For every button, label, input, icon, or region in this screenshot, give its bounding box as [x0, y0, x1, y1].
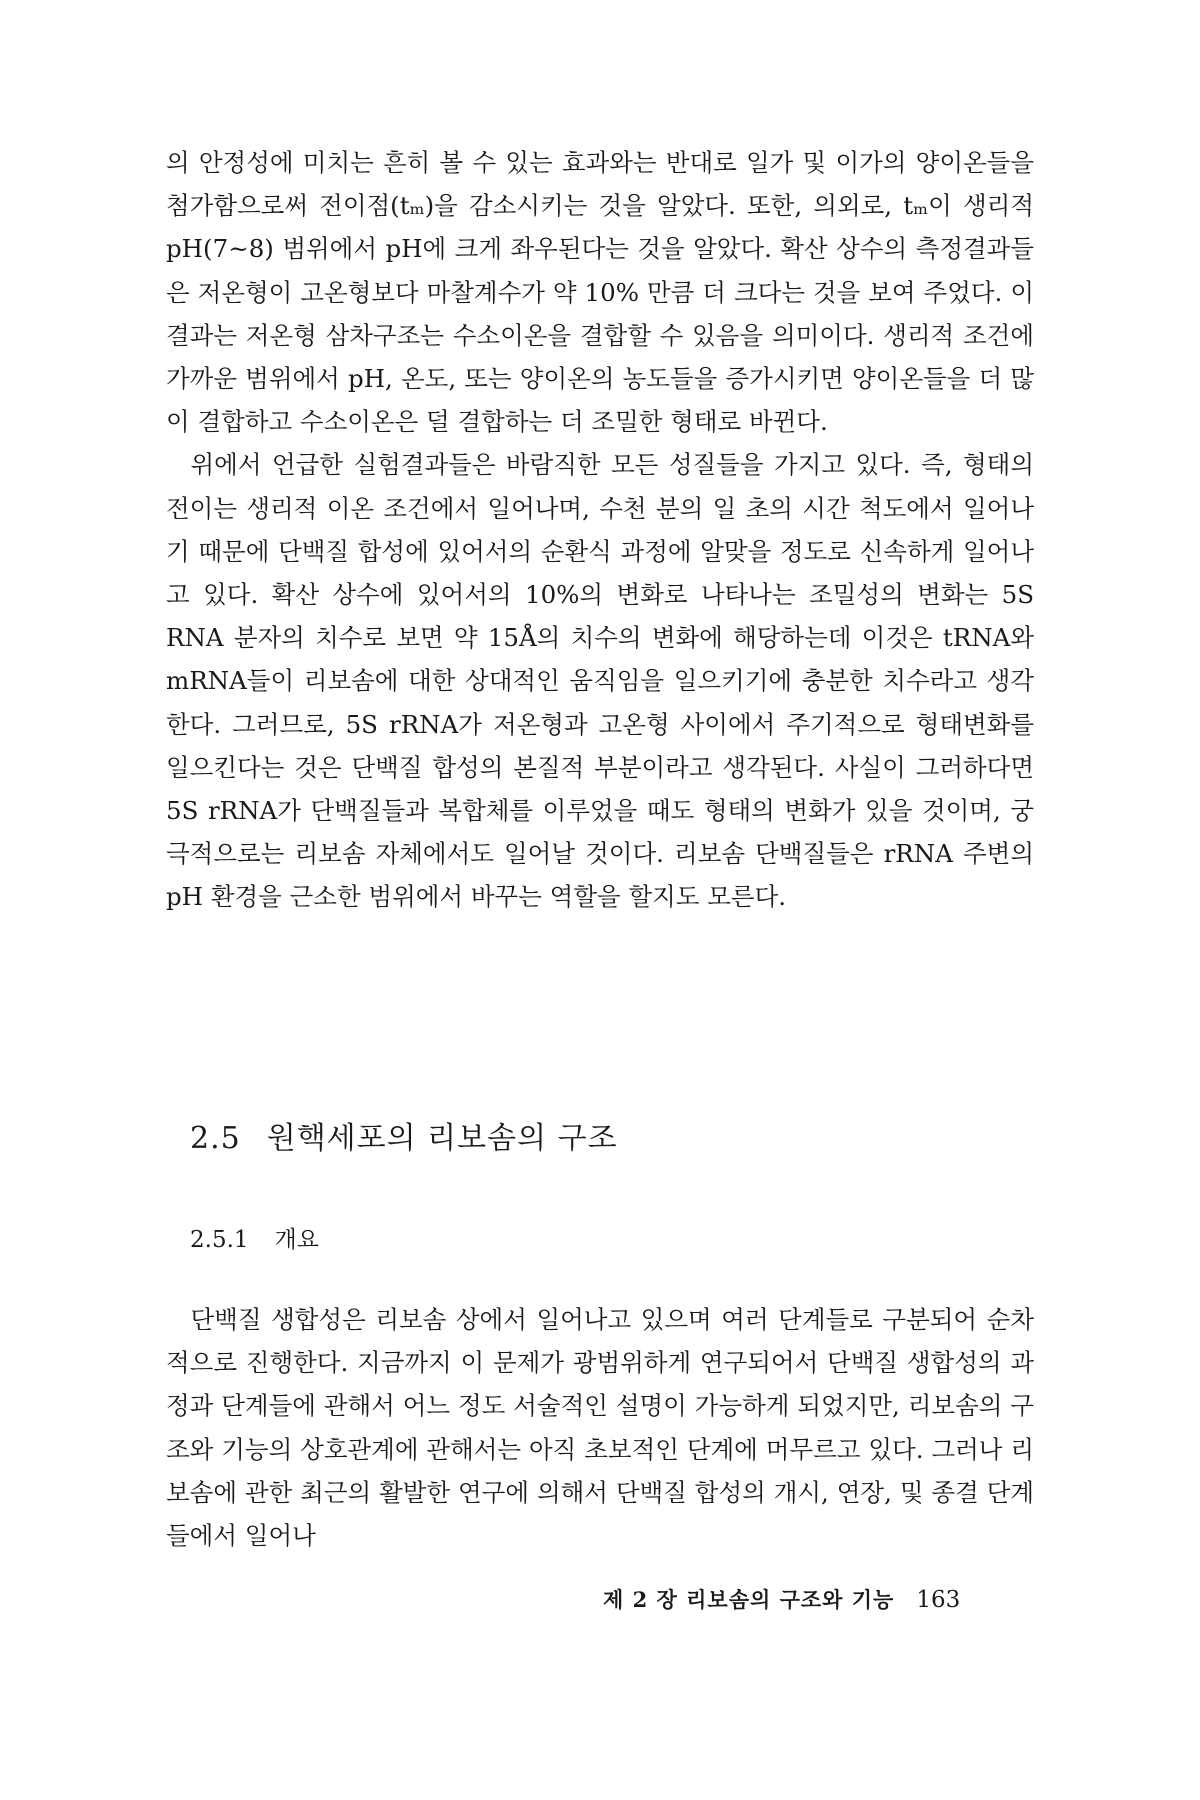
section-heading [190, 1113, 618, 1157]
body-text-top [166, 141, 1034, 919]
section-number: 2.5 [190, 1121, 241, 1156]
running-footer-chapter: 제 2 장 리보솜의 구조와 기능 [603, 1587, 895, 1612]
paragraph: 의 안정성에 미치는 흔히 볼 수 있는 효과와는 반대로 일가 및 이가의 양이온들을 첨가함으로써 전이점(tₘ)을 감소시키는 것을 알았다. 또한, 의외로, tₘ이 생리적 pH(7~8) 범위에서 pH에 크게 좌우된다는 것을 알았다. 확산 상수의 측정결과들은 저온형이 고온형보다 마찰계수가 약 10% 만큼 더 크다는 것을 보여 주었다. 이 결과는 저온형 삼차구조는 수소이온을 결합할 수 있음을 의미이다. 생리적 조건에 가까운 범위에서 pH, 온도, 또는 양이온의 농도들을 증가시키면 양이온들을 더 많이 결합하고 수소이온은 덜 결합하는 더 조밀한 형태로 바뀐다. [166, 148, 1034, 437]
page-number: 163 [916, 1587, 961, 1613]
subsection-title: 개요 [274, 1227, 319, 1253]
subsection-heading [190, 1221, 319, 1254]
paragraph: 위에서 언급한 실험결과들은 바람직한 모든 성질들을 가지고 있다. 즉, 형태의 전이는 생리적 이온 조건에서 일어나며, 수천 분의 일 초의 시간 척도에서 일어나기 때문에 단백질 합성에 있어서의 순환식 과정에 알맞을 정도로 신속하게 일어나고 있다. 확산 상수에 있어서의 10%의 변화로 나타나는 조밀성의 변화는 5S RNA 분자의 치수로 보면 약 15Å의 치수의 변화에 해당하는데 이것은 tRNA와 mRNA들이 리보솜에 대한 상대적인 움직임을 일으키기에 충분한 치수라고 생각한다. 그러므로, 5S rRNA가 저온형과 고온형 사이에서 주기적으로 형태변화를 일으킨다는 것은 단백질 합성의 본질적 부분이라고 생각된다. 사실이 그러하다면 5S rRNA가 단백질들과 복합체를 이루었을 때도 형태의 변화가 있을 것이며, 궁극적으로는 리보솜 자체에서도 일어날 것이다. 리보솜 단백질들은 rRNA 주변의 pH 환경을 근소한 범위에서 바꾸는 역할을 할지도 모른다. [166, 450, 1034, 912]
section-title: 원핵세포의 리보솜의 구조 [266, 1121, 618, 1156]
page-footer [603, 1584, 960, 1614]
paragraph: 단백질 생합성은 리보솜 상에서 일어나고 있으며 여러 단계들로 구분되어 순차적으로 진행한다. 지금까지 이 문제가 광범위하게 연구되어서 단백질 생합성의 과정과 단계들에 관해서 어느 정도 서술적인 설명이 가능하게 되었지만, 리보솜의 구조와 기능의 상호관계에 관해서는 아직 초보적인 단계에 머무르고 있다. 그러나 리보솜에 관한 최근의 활발한 연구에 의해서 단백질 합성의 개시, 연장, 및 종결 단계들에서 일어나 [166, 1305, 1034, 1551]
subsection-number: 2.5.1 [190, 1227, 249, 1253]
body-text-bottom [166, 1298, 1034, 1557]
